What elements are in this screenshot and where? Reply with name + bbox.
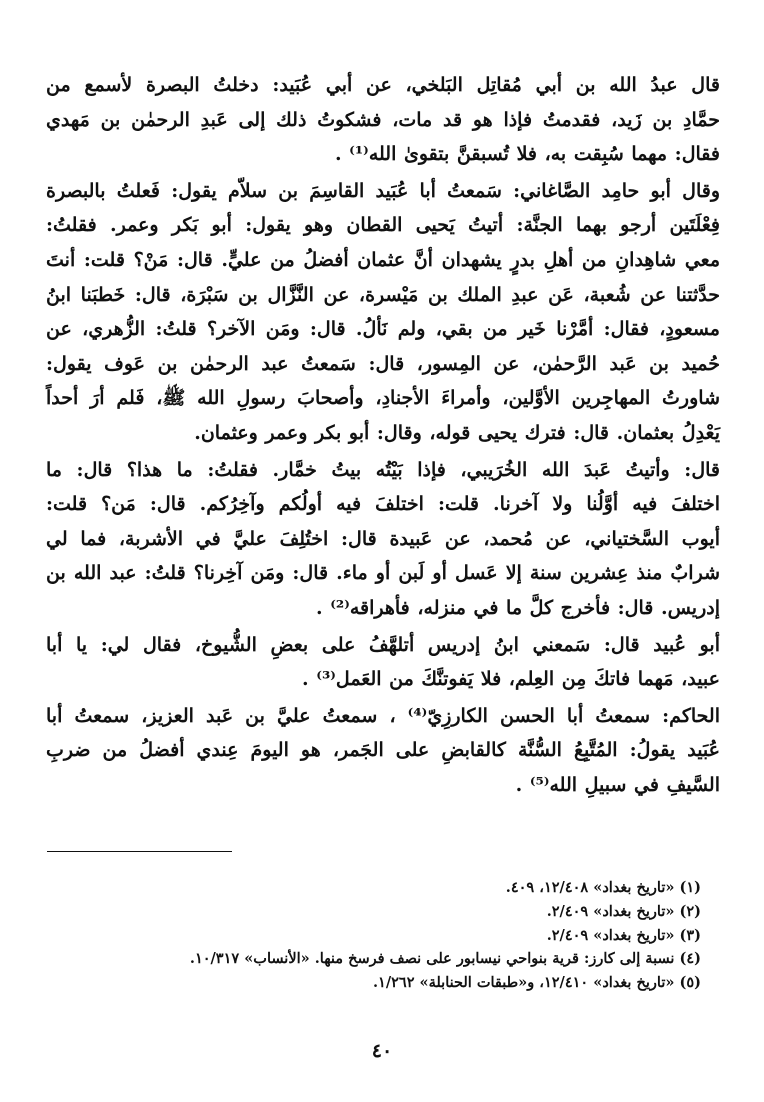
paragraph-5 [46,699,720,803]
text-line: أبو عُبيد قال: سَمعني ابنُ إدريس أتلهَّفُ على بعضِ الشُّيوخ، فقال لي: يا أبا [46,633,720,656]
text-line: اختلفَ فيه أوَّلُنا ولا آخرنا. قلت: اختلفَ فيه أولُكم وآخِرُكم. قال: مَن؟ قلت: [46,493,720,516]
footnote-separator [47,851,232,852]
text-line: الحاكم: سمعتُ أبا الحسن الكارزِيّ⁽⁴⁾ ، سمعتُ عليَّ بن عَبد العزيز، سمعتُ أبا [46,704,720,727]
footnote-2: (٢) «تاريخ بغداد» ٢/٤٠٩. [546,902,701,920]
text-line: يَعْدِلُ بعثمان. قال: فترك يحيى قوله، وقال: أبو بكر وعمر وعثمان. [194,421,720,444]
text-line: السَّيفِ في سبيلِ الله⁽⁵⁾ . [515,773,720,796]
text-line: أيوب السَّختياني، عن مُحمد، عن عَبيدة قال: اختُلِفَ عليَّ في الأشربة، فما لي [46,527,720,550]
text-line: فِعْلَتَين أرجو بهما الجنَّة: أتيتُ يَحيى القطان وهو يقول: أبو بَكر وعمر. فقلتُ: [46,214,720,237]
text-line: قال عبدُ الله بن أبي مُقاتِل البَلخي، عن أبي عُبَيد: دخلتُ البصرة لأسمع من [46,74,720,96]
page-number: ٤٠ [371,1040,393,1062]
text-line: فقال: مهما سُبِقت به، فلا تُسبقنَّ بتقوىٰ الله⁽¹⁾ . [334,143,720,166]
paragraph-3 [46,453,720,626]
footnote-4: (٤) نسبة إلى كارز: قرية بنواحي نيسابور على نصف فرسخ منها. «الأنساب» ١٠/٣١٧. [189,950,701,968]
text-line: شرابٌ منذ عِشرين سنة إلا عَسل أو لَبن أو ماء. قال: ومَن آخِرنا؟ قلتُ: عبد الله بن [46,562,720,585]
text-line: معي شاهِدانِ من أهلِ بدرٍ يشهدان أنَّ عثمان أفضلُ من عليٍّ. قال: مَنْ؟ قلت: أنتَ [46,248,720,271]
text-line: مسعودٍ، فقال: أمَّرْنا خَير من بقي، ولم نَألُ. قال: ومَن الآخر؟ قلتُ: الزُّهري، عن [46,318,720,341]
footnote-3: (٣) «تاريخ بغداد» ٢/٤٠٩. [546,926,701,944]
text-line: شاورتُ المهاجِرين الأوَّلين، وأمراءَ الأجنادِ، وأصحابَ رسولِ الله ﷺ، فَلم أرَ أحداً [46,387,720,410]
text-line: قال: وأتيتُ عَبدَ الله الخُرَيبي، فإذا بَيْتُه بيتُ خمَّار. فقلتُ: ما هذا؟ قال: ما [46,458,720,481]
paragraph-1 [46,68,720,172]
footnotes [40,876,701,995]
text-line: عُبَيد يقولُ: المُتَّبِعُ السُّنَّة كالقابضِ على الجَمر، هو اليومَ عِندي أفضلُ من ضربِ [46,739,720,762]
text-line: حدَّثتنا عن شُعبة، عَن عبدِ الملك بن مَيْسرة، عن النَّزَّال بن سَبْرَة، قال: خَطبَنا ابنُ [46,283,720,306]
text-line: حمَّادِ بن زَيد، فقدمتُ فإذا هو قد مات، فشكوتُ ذلك إلى عَبدِ الرحمٰن بن مَهدي [46,108,720,131]
text-line: إدريس. قال: فأخرج كلَّ ما في منزله، فأهراقه⁽²⁾ . [315,596,720,619]
paragraph-4 [46,628,720,697]
footnote-1: (١) «تاريخ بغداد» ١٢/٤٠٨، ٤٠٩. [505,879,701,896]
footnote-5: (٥) «تاريخ بغداد» ١٢/٤١٠، و«طبقات الحنابلة» ١/٢٦٢. [372,974,701,992]
text-line: عبيد، مَهما فاتكَ مِن العِلم، فلا يَفوتنَّكَ من العَمل⁽³⁾ . [302,668,720,691]
text-line: حُميد بن عَبد الرَّحمٰن، عن المِسور، قال: سَمعتُ عبد الرحمٰن بن عَوف يقول: [46,352,720,375]
paragraph-2 [46,174,720,451]
text-line: وقال أبو حامِد الصَّاغاني: سَمعتُ أبا عُبَيد القاسِمَ بن سلاّم يقول: فَعلتُ بالبصرة [46,179,720,202]
